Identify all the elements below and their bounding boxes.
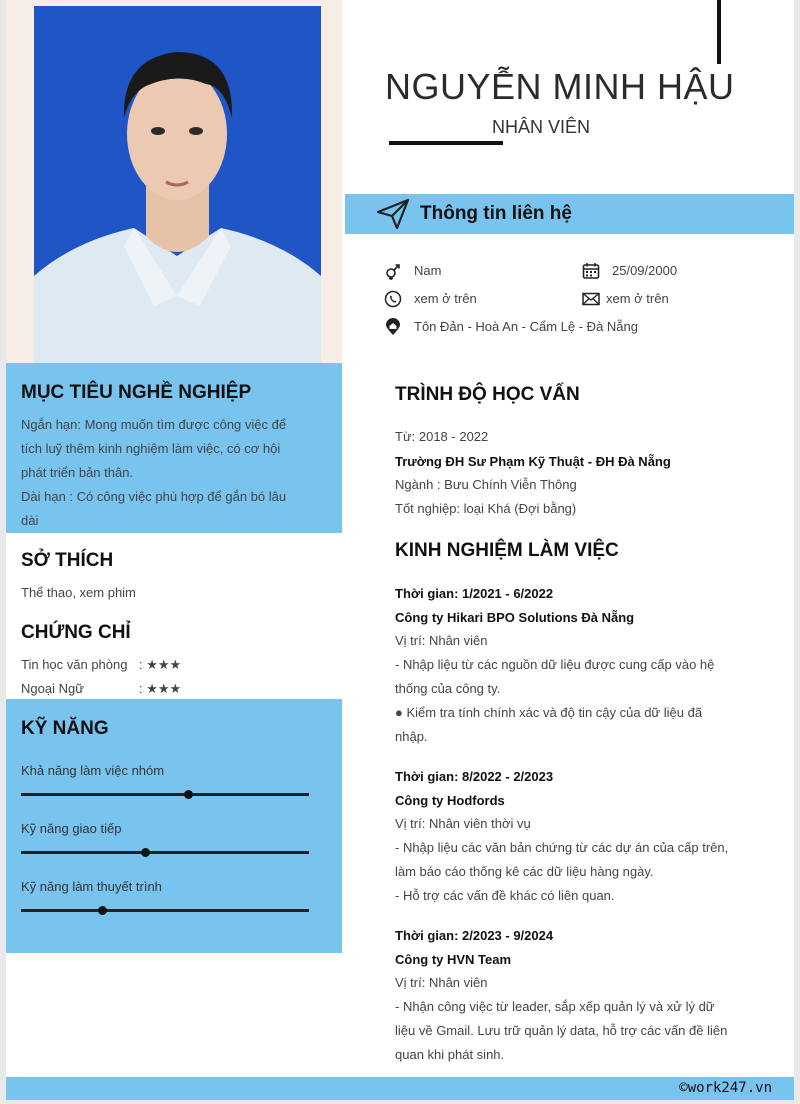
job-detail: nhập. (395, 729, 428, 744)
skill-bar (21, 793, 309, 796)
objective-line: Dài hạn : Có công việc phù hợp để gắn bó lâu (21, 489, 287, 504)
job-position: Vị trí: Nhân viên (395, 633, 488, 648)
education-major: Ngành : Bưu Chính Viễn Thông (395, 477, 577, 492)
job-time: Thời gian: 1/2021 - 6/2022 (395, 586, 554, 601)
candidate-role: NHÂN VIÊN (492, 117, 591, 137)
gender-icon (384, 262, 402, 280)
job-detail: - Nhập liệu từ các nguồn dữ liệu được cung cấp vào hệ (395, 657, 715, 672)
objective-line: dài (21, 513, 39, 528)
calendar-icon (582, 262, 600, 280)
candidate-name: NGUYỄN MINH HẬU (385, 66, 735, 107)
objective-title: MỤC TIÊU NGHỀ NGHIỆP (21, 382, 252, 403)
education-grade: Tốt nghiệp: loại Khá (Đợi bằng) (395, 501, 577, 516)
skills-title: KỸ NĂNG (21, 718, 109, 739)
experience-title: KINH NGHIỆM LÀM VIỆC (395, 540, 619, 561)
contact-email: xem ở trên (606, 291, 669, 306)
cv-page (6, 0, 794, 1100)
skill-level-dot (184, 790, 193, 799)
contact-section-header (345, 194, 794, 234)
job-position: Vị trí: Nhân viên thời vụ (395, 816, 531, 831)
watermark-text: ©work247.vn (679, 1080, 772, 1096)
mail-icon (582, 290, 600, 308)
footer-bar (6, 1077, 794, 1100)
job-company: Công ty Hodfords (395, 793, 505, 808)
objective-line: Ngắn hạn: Mong muốn tìm được công việc để (21, 417, 287, 432)
contact-birthday: 25/09/2000 (612, 263, 678, 278)
certificate-name: Ngoại Ngữ (21, 681, 84, 696)
job-company: Công ty Hikari BPO Solutions Đà Nẵng (395, 610, 635, 625)
education-school: Trường ĐH Sư Phạm Kỹ Thuật - ĐH Đà Nẵng (395, 454, 671, 469)
certificate-rating: : ★★★ (139, 657, 182, 672)
name-underline (389, 141, 503, 145)
hobbies-title: SỞ THÍCH (21, 550, 114, 571)
skill-bar (21, 909, 309, 912)
skill-bar (21, 851, 309, 854)
contact-gender: Nam (414, 263, 442, 278)
contact-title: Thông tin liên hệ (420, 203, 572, 224)
job-detail: làm báo cáo thống kê các dữ liệu hàng ngày. (395, 864, 654, 879)
skill-level-dot (141, 848, 150, 857)
job-detail: - Hỗ trợ các vấn đề khác có liên quan. (395, 888, 615, 903)
job-detail: - Nhập liệu các văn bản chứng từ các dự án của cấp trên, (395, 840, 729, 855)
job-detail: quan khi phát sinh. (395, 1047, 505, 1062)
job-detail: ● Kiểm tra tính chính xác và độ tin cậy của dữ liệu đã (395, 705, 703, 720)
skill-level-dot (98, 906, 107, 915)
skill-label: Kỹ năng giao tiếp (21, 821, 122, 836)
hobbies-text: Thể thao, xem phim (21, 585, 136, 600)
skill-label: Kỹ năng làm thuyết trình (21, 879, 162, 894)
objective-line: tích luỹ thêm kinh nghiệm làm việc, có cơ hội (21, 441, 281, 456)
job-detail: thống của công ty. (395, 681, 501, 696)
job-detail: - Nhận công việc từ leader, sắp xếp quản lý và xử lý dữ (395, 999, 715, 1014)
certificate-rating: : ★★★ (139, 681, 182, 696)
profile-photo (34, 6, 321, 363)
job-company: Công ty HVN Team (395, 952, 512, 967)
decor-bar-top (717, 0, 721, 64)
certificate-name: Tin học văn phòng (21, 657, 128, 672)
location-icon (384, 318, 402, 336)
education-title: TRÌNH ĐỘ HỌC VẤN (395, 384, 580, 405)
certificates-title: CHỨNG CHỈ (21, 622, 131, 643)
education-period: Từ: 2018 - 2022 (395, 429, 489, 444)
contact-phone: xem ở trên (414, 291, 477, 306)
job-time: Thời gian: 8/2022 - 2/2023 (395, 769, 554, 784)
job-time: Thời gian: 2/2023 - 9/2024 (395, 928, 554, 943)
skill-label: Khả năng làm việc nhóm (21, 763, 165, 778)
paper-plane-icon (375, 197, 411, 231)
job-detail: liệu về Gmail. Lưu trữ quản lý data, hỗ trợ các vấn đề liên (395, 1023, 728, 1038)
phone-icon (384, 290, 402, 308)
job-position: Vị trí: Nhân viên (395, 975, 488, 990)
objective-line: phát triển bản thân. (21, 465, 134, 480)
contact-address: Tôn Đản - Hoà An - Cẩm Lệ - Đà Nẵng (414, 319, 638, 334)
